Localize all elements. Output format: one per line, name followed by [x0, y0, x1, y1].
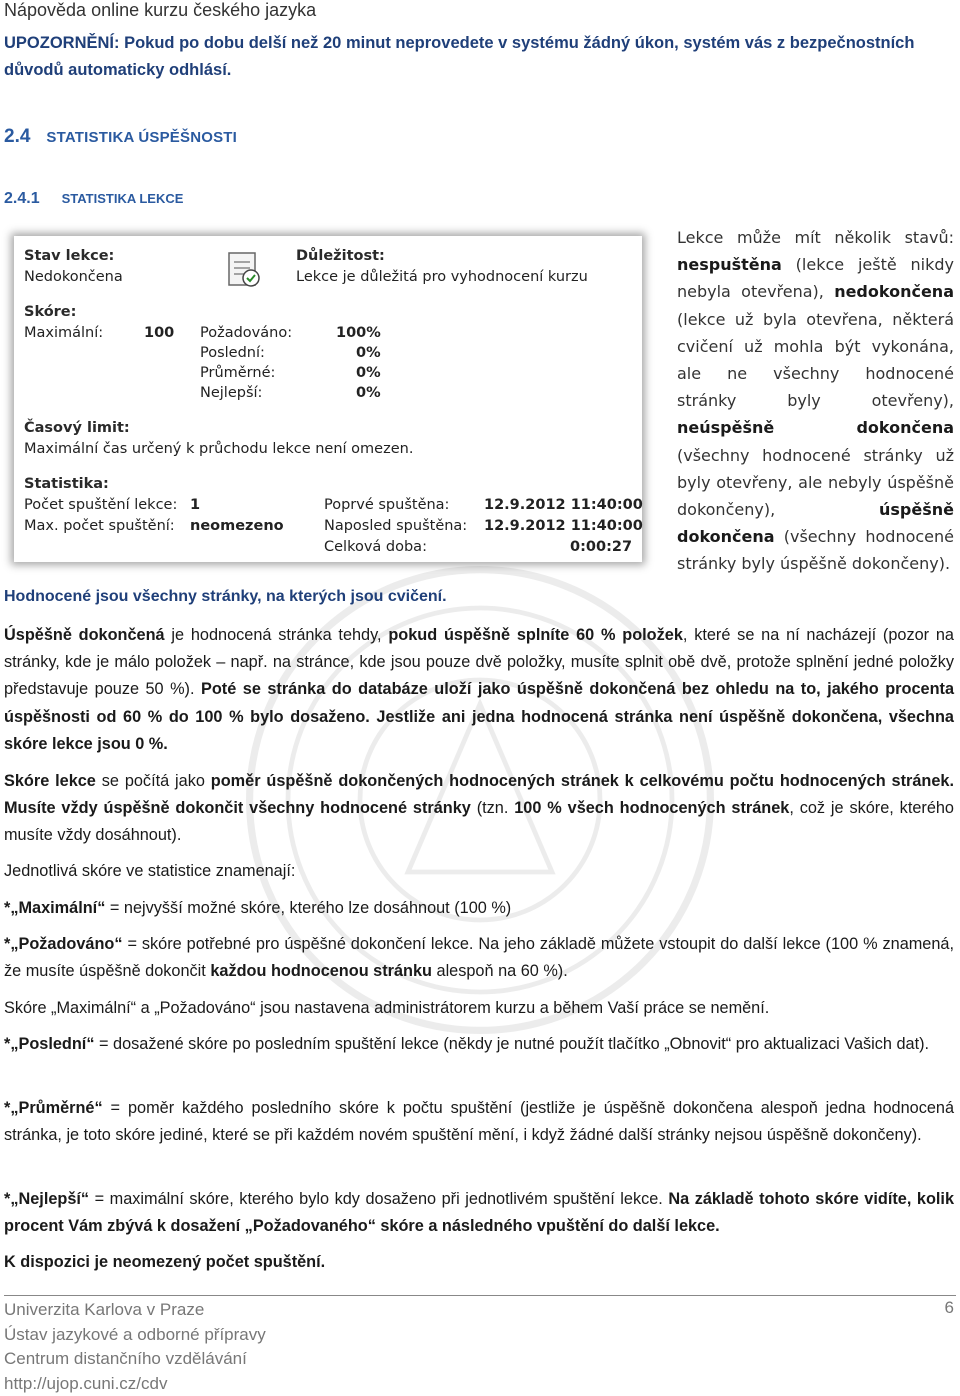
p2-text-3: , což je skóre, kterého musíte vždy dosáhnout).	[4, 799, 954, 845]
dulezitost-label: Důležitost:	[296, 248, 385, 264]
p1-bold-2: pokud úspěšně splníte 60 % položek	[388, 626, 683, 644]
footer-centre: Centrum distančního vzdělávání	[4, 1349, 247, 1368]
paragraph-scores-intro: Jednotlivá skóre ve statistice znamenají:	[4, 862, 296, 880]
p9-text-1: = maximální skóre, kterého bylo kdy dosaženo při jednotlivém spuštění lekce.	[89, 1190, 669, 1208]
pocet-spusteni-value: 1	[190, 497, 201, 513]
footer-divider	[4, 1295, 956, 1296]
side-bold-2: nedokončena	[834, 282, 954, 302]
p9-bold-2: Na základě tohoto skóre vidíte, kolik procent Vám zbývá k dosažení „Požadovaného“ skóre a následného vpuštění do další lekce.	[4, 1190, 954, 1236]
paragraph-lesson-score	[4, 768, 954, 850]
paragraph-posledni	[4, 1031, 954, 1058]
posledni-value: 0%	[356, 345, 381, 361]
subsection-heading	[4, 190, 183, 208]
footer-link[interactable]: http://ujop.cuni.cz/cdv	[4, 1373, 168, 1393]
side-text-5: (všechny hodnocené stránky byly úspěšně dokončeny).	[677, 527, 954, 574]
page-number: 6	[944, 1298, 954, 1317]
casovy-limit-label: Časový limit:	[24, 420, 130, 436]
p2-bold-3: 100 % všech hodnocených stránek	[514, 799, 790, 818]
p8-bold-1: *„Průměrné“	[4, 1099, 103, 1117]
casovy-limit-value: Maximální čas určený k průchodu lekce není omezen.	[24, 441, 414, 457]
stav-label: Stav lekce:	[24, 248, 115, 264]
paragraph-unlimited-runs: K dispozici je neomezený počet spuštění.	[4, 1253, 326, 1271]
poprve-value: 12.9.2012 11:40:00	[484, 497, 643, 513]
p9-bold-1: *„Nejlepší“	[4, 1190, 90, 1208]
paragraph-pozadovano	[4, 931, 954, 985]
p8-text-1: = poměr každého posledního skóre k počtu spuštění (jestliže je úspěšně dokončena alespoň jedna hodnocená stránka, je toto skóre jediné, které se při každém novém spuštění mění, i když žádné další stránky nejsou úspěšně dokončeny).	[4, 1099, 954, 1145]
subsection-title: STATISTIKA LEKCE	[61, 191, 184, 206]
p5-bold-1: *„Požadováno“	[4, 935, 123, 953]
p1-text-1: je hodnocená stránka tehdy,	[164, 626, 389, 644]
logout-warning: UPOZORNĚNÍ: Pokud po dobu delší než 20 minut neprovedete v systému žádný úkon, systém vás z bezpečnostních důvodů automaticky odhlásí.	[4, 34, 915, 79]
p5-bold-2: každou hodnocenou stránku	[210, 962, 432, 981]
section-number: 2.4	[4, 126, 31, 147]
p2-text-2: (tzn.	[470, 799, 515, 818]
p4-bold-1: *„Maximální“	[4, 899, 106, 917]
side-text-4: (všechny hodnocené stránky už byly otevřeny, ale nebyly úspěšně dokončeny),	[677, 445, 954, 520]
p5-text-1: = skóre potřebné pro úspěšné dokončení lekce. Na jeho základě můžete vstoupit do další lekce (100 % znamená, že musíte úspěšně dokončit	[4, 935, 954, 981]
paragraph-prumerne	[4, 1095, 954, 1149]
section-title: STATISTIKA ÚSPĚŠNOSTI	[46, 129, 238, 146]
naposled-value: 12.9.2012 11:40:00	[484, 518, 643, 534]
maximalni-label: Maximální:	[24, 325, 104, 341]
paragraph-nejlepsi	[4, 1186, 954, 1240]
celkova-doba-label: Celková doba:	[324, 539, 427, 555]
p1-bold-3: Poté se stránka do databáze uloží jako úspěšně dokončená bez ohledu na to, jakého procenta úspěšnosti od 60 % do 100 % bylo dosaženo. Jestliže ani jedna hodnocená stránka není úspěšně dokončena, všechna skóre lekce jsou 0 %.	[4, 680, 954, 753]
p2-bold-2: poměr úspěšně dokončených hodnocených stránek k celkovému počtu hodnocených stránek. Musíte vždy úspěšně dokončit všechny hodnocené stránky	[4, 772, 954, 818]
pocet-spusteni-label: Počet spuštění lekce:	[24, 497, 178, 513]
paragraph-maximalni	[4, 895, 954, 922]
side-text-3: (lekce už byla otevřena, některá cvičení už mohla být vykonána, ale ne všechny hodnocené stránky byly otevřeny),	[677, 309, 954, 411]
footer-university: Univerzita Karlova v Praze	[4, 1300, 205, 1319]
importance-icon	[226, 250, 262, 290]
lesson-states-paragraph	[677, 224, 954, 578]
celkova-doba-value: 0:00:27	[570, 539, 633, 555]
figure-caption: Hodnocené jsou všechny stránky, na kterých jsou cvičení.	[4, 588, 447, 605]
skore-label: Skóre:	[24, 304, 77, 320]
pozadovano-value: 100%	[336, 325, 381, 341]
p2-bold-1: Skóre lekce	[4, 772, 96, 790]
lesson-statistics-screenshot	[14, 236, 642, 562]
p4-text-1: = nejvyšší možné skóre, kterého lze dosáhnout (100 %)	[105, 899, 512, 917]
side-text-2: (lekce ještě nikdy nebyla otevřena),	[677, 255, 954, 302]
p1-bold-1: Úspěšně dokončená	[4, 626, 165, 644]
side-bold-1: nespuštěna	[677, 255, 782, 275]
max-pocet-label: Max. počet spuštění:	[24, 518, 175, 534]
side-bold-4: úspěšně dokončena	[677, 500, 954, 547]
footer-institute: Ústav jazykové a odborné přípravy	[4, 1324, 266, 1344]
p7-text-1: = dosažené skóre po posledním spuštění lekce (někdy je nutné použít tlačítko „Obnovit“ pro aktualizaci Vašich dat).	[94, 1035, 930, 1053]
prumerne-label: Průměrné:	[200, 365, 276, 381]
maximalni-value: 100	[144, 325, 175, 341]
poprve-label: Poprvé spuštěna:	[324, 497, 450, 513]
side-text-1: Lekce může mít několik stavů:	[677, 228, 954, 247]
pozadovano-label: Požadováno:	[200, 325, 293, 341]
side-bold-3: neúspěšně dokončena	[677, 418, 954, 438]
max-pocet-value: neomezeno	[190, 518, 284, 534]
p1-text-2: , které se na ní nacházejí (pozor na stránky, kde je málo položek – např. na stránce, kde jsou pouze dvě položky, musíte splnit obě dvě, protože splnění jedné položky představuje pouze 50 %).	[4, 626, 954, 699]
p5-text-2: alespoň na 60 %).	[431, 962, 568, 981]
naposled-label: Naposled spuštěna:	[324, 518, 468, 534]
dulezitost-value: Lekce je důležitá pro vyhodnocení kurzu	[296, 269, 588, 285]
prumerne-value: 0%	[356, 365, 381, 381]
footer	[4, 1298, 266, 1396]
nejlepsi-label: Nejlepší:	[200, 385, 263, 401]
statistika-label: Statistika:	[24, 476, 109, 492]
posledni-label: Poslední:	[200, 345, 265, 361]
paragraph-successful-page	[4, 622, 954, 758]
paragraph-admin-settings: Skóre „Maximální“ a „Požadováno“ jsou nastavena administrátorem kurzu a během Vaší práce se nemění.	[4, 999, 770, 1017]
p2-text-1: se počítá jako	[95, 772, 211, 790]
header-title: Nápověda online kurzu českého jazyka	[4, 0, 317, 20]
subsection-number: 2.4.1	[4, 190, 40, 207]
p7-bold-1: *„Poslední“	[4, 1035, 95, 1053]
nejlepsi-value: 0%	[356, 385, 381, 401]
stav-value: Nedokončena	[24, 269, 123, 285]
section-heading	[4, 126, 237, 148]
